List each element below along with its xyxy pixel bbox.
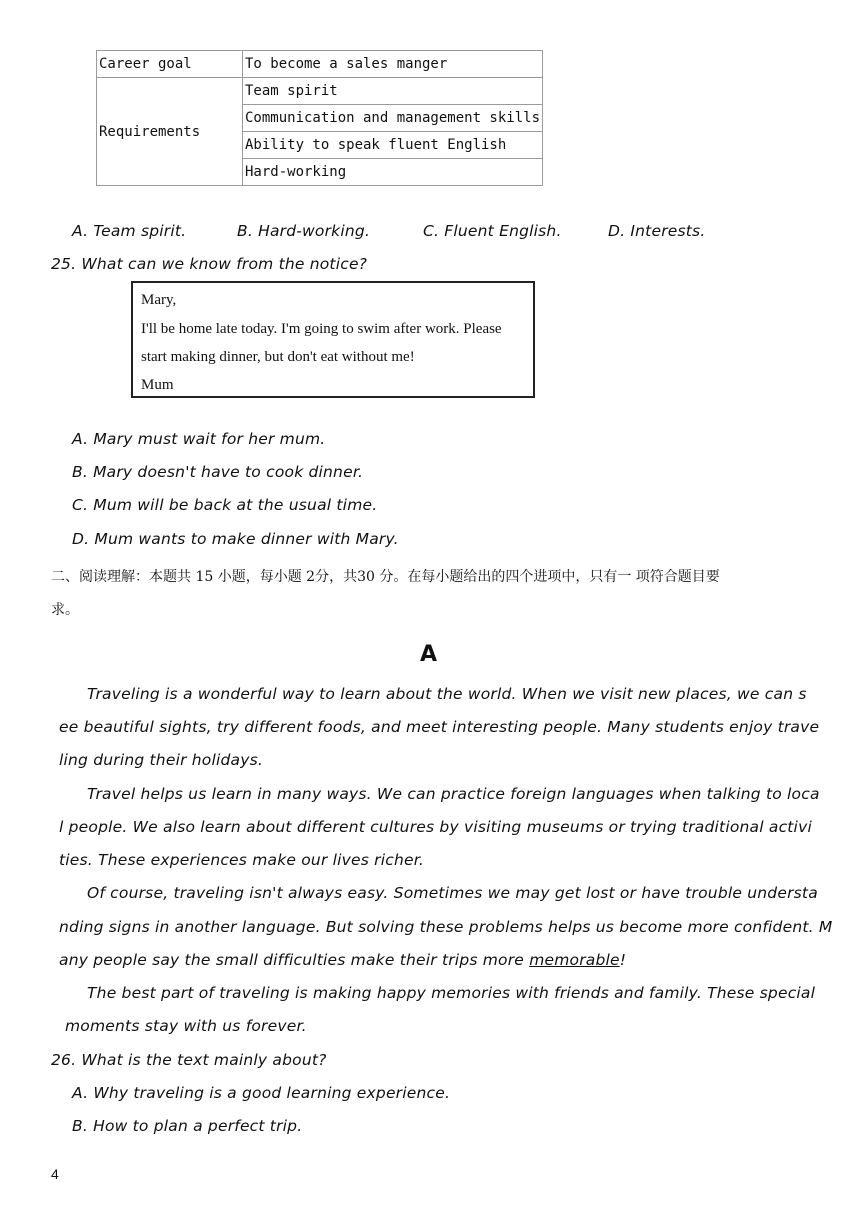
requirement-item: Hard-working xyxy=(243,159,543,186)
q24-option-b: B. Hard-working. xyxy=(237,222,371,240)
q25-option-c: C. Mum will be back at the usual time. xyxy=(72,496,378,514)
q26-option-b: B. How to plan a perfect trip. xyxy=(72,1117,303,1135)
requirement-item: Team spirit xyxy=(243,78,543,105)
passage-line: moments stay with us forever. xyxy=(65,1017,307,1035)
passage-line: Traveling is a wonderful way to learn about the world. When we visit new places, we can s xyxy=(87,685,807,703)
q26-option-a: A. Why traveling is a good learning experience. xyxy=(72,1084,451,1102)
q25-option-b: B. Mary doesn't have to cook dinner. xyxy=(72,463,364,481)
passage-heading: A xyxy=(420,642,438,667)
q24-option-d: D. Interests. xyxy=(608,222,706,240)
passage-line-text: any people say the small difficulties make their trips more xyxy=(59,951,530,969)
table-row xyxy=(97,78,543,105)
passage-line xyxy=(59,951,626,969)
notice-greeting: Mary, xyxy=(141,292,177,308)
underlined-word-memorable: memorable xyxy=(529,951,620,969)
career-requirements-table xyxy=(96,50,543,186)
career-goal-value: To become a sales manger xyxy=(243,51,543,78)
notice-line: start making dinner, but don't eat without me! xyxy=(141,349,415,365)
passage-line: ee beautiful sights, try different foods, and meet interesting people. Many students enjoy trave xyxy=(59,718,820,736)
requirement-item: Ability to speak fluent English xyxy=(243,132,543,159)
section-instruction: 二、阅读理解：本题共 15 小题，每小题 2分，共30 分。在每小题给出的四个进项中，只有一 项符合题目要 xyxy=(51,569,720,585)
notice-line: I'll be home late today. I'm going to swim after work. Please xyxy=(141,321,502,337)
q25-question: 25. What can we know from the notice? xyxy=(51,255,368,273)
career-goal-label: Career goal xyxy=(97,51,243,78)
q26-question: 26. What is the text mainly about? xyxy=(51,1051,327,1069)
requirements-label: Requirements xyxy=(97,78,243,186)
notice-box xyxy=(131,281,535,398)
q25-option-d: D. Mum wants to make dinner with Mary. xyxy=(72,530,399,548)
table-row xyxy=(97,51,543,78)
passage-line: ties. These experiences make our lives richer. xyxy=(59,851,425,869)
requirement-item: Communication and management skills xyxy=(243,105,543,132)
passage-line: nding signs in another language. But solving these problems helps us become more confident. M xyxy=(59,918,833,936)
passage-line-end: ! xyxy=(619,951,627,969)
q24-option-a: A. Team spirit. xyxy=(72,222,187,240)
q24-option-c: C. Fluent English. xyxy=(423,222,562,240)
passage-line: ling during their holidays. xyxy=(59,751,264,769)
page-number: 4 xyxy=(51,1166,59,1182)
passage-line: Of course, traveling isn't always easy. Sometimes we may get lost or have trouble understa xyxy=(87,884,818,902)
q25-option-a: A. Mary must wait for her mum. xyxy=(72,430,326,448)
passage-line: The best part of traveling is making happy memories with friends and family. These special xyxy=(87,984,816,1002)
notice-signature: Mum xyxy=(141,377,174,393)
passage-line: Travel helps us learn in many ways. We can practice foreign languages when talking to loca xyxy=(87,785,820,803)
section-instruction-cont: 求。 xyxy=(51,602,79,618)
passage-line: l people. We also learn about different cultures by visiting museums or trying traditional activi xyxy=(59,818,812,836)
